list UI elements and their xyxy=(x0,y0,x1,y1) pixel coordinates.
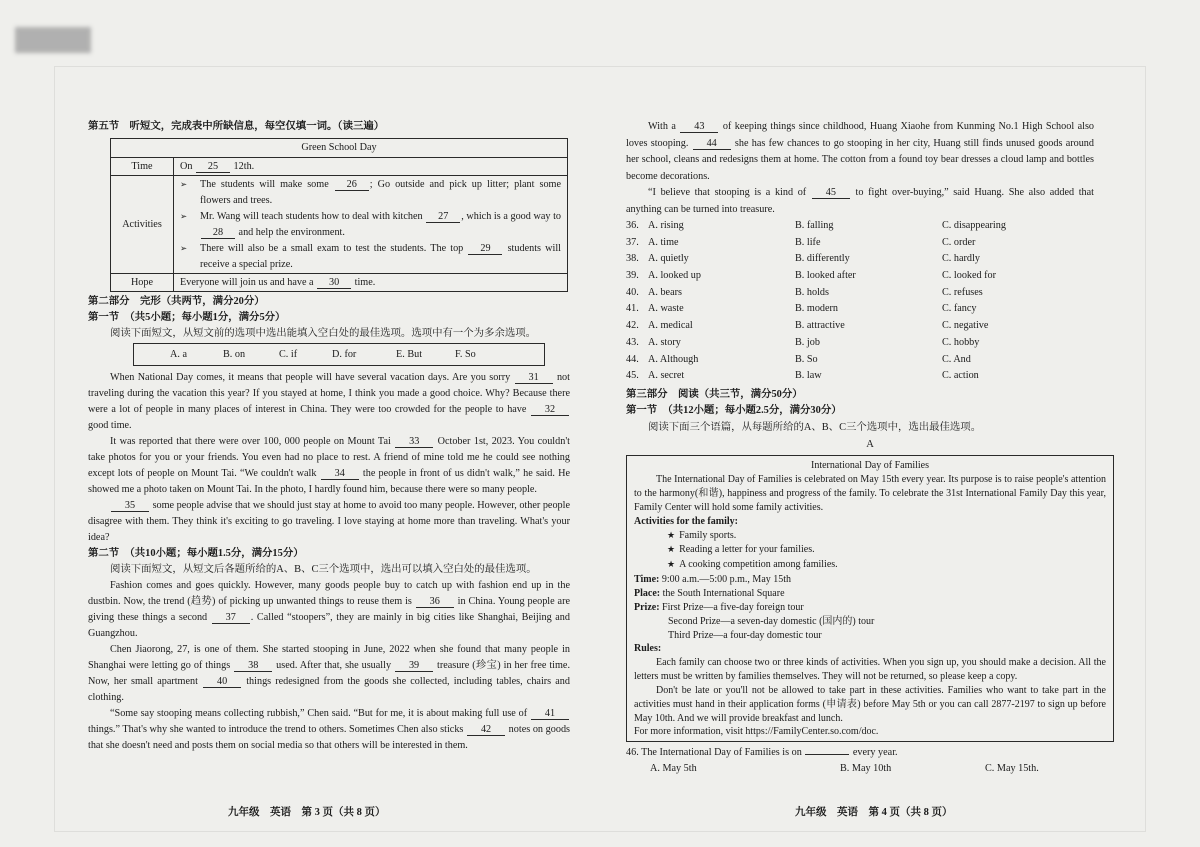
text-run: . Called “stoopers”, they are mainly in big cities like Shanghai, Beijing and Guangzhou. xyxy=(88,612,570,639)
row-value-hope xyxy=(174,274,568,292)
text-run: It was reported that there were over 100, 000 people on Mount Tai xyxy=(110,436,395,447)
cloze-part-heading: 第二部分 完形（共两节，满分20分） xyxy=(88,296,265,307)
section5-heading: 第五节 听短文，完成表中所缺信息，每空仅填一词。（读三遍） xyxy=(88,121,385,132)
word-option: E. But xyxy=(396,348,423,360)
option-a: A. medical xyxy=(648,320,693,332)
notice-activity-text: A cooking competition among families. xyxy=(679,559,838,571)
text-run: notes on goods that she doesn't need and posts them on social media so that others will be interested in them. xyxy=(88,724,571,751)
page-footer-left: 九年级 英语 第 3 页（共 8 页） xyxy=(228,807,386,818)
text-run: “Some say stooping means collecting rubbish,” Chen said. “But for me, it is about making full use of xyxy=(110,708,530,719)
text-run: good time. xyxy=(88,420,132,431)
cloze-section2-heading: 第二节 （共10小题；每小题1.5分，满分15分） xyxy=(88,548,304,559)
row-label-hope: Hope xyxy=(111,274,174,292)
word-option: F. So xyxy=(455,348,476,360)
rules-label: Rules: xyxy=(634,643,662,655)
option-b: B. attractive xyxy=(795,320,845,332)
star-bullet-icon xyxy=(667,531,675,541)
answer-blank: 34 xyxy=(321,468,359,480)
family-day-notice xyxy=(626,455,1114,742)
answer-blank: 29 xyxy=(468,243,502,255)
page-footer-right: 九年级 英语 第 4 页（共 8 页） xyxy=(795,807,953,818)
activity-item xyxy=(180,241,561,273)
notice-place xyxy=(634,587,1106,601)
option-b: B. life xyxy=(795,236,821,248)
option-a: A. waste xyxy=(648,303,684,315)
option-b: B. differently xyxy=(795,253,850,265)
green-school-day-table xyxy=(110,138,568,292)
choice-row xyxy=(626,235,1114,252)
text-run: she has few chances to go stooping in her city, Huang still finds unused goods around her school, cleans and redesigns them at home. The cotton from a found toy bear dresses a cloud lamp and bottles become decorations. xyxy=(626,137,1094,182)
choice-list xyxy=(626,218,1114,385)
text-run: in China. Young people are giving these things a second xyxy=(88,596,570,623)
option-c: C. hobby xyxy=(942,336,980,348)
row-label-activities: Activities xyxy=(111,176,174,274)
rule-paragraph-1: Each family can choose two or three kinds of activities. When you sign up, you should make a decision. All the letters must be written by families themselves. They will not be returned, so please keep a copy. xyxy=(634,657,1106,683)
option-a: A. story xyxy=(648,336,681,348)
answer-blank: 39 xyxy=(395,660,433,672)
text-run: 46. The International Day of Families is on xyxy=(626,747,805,759)
notice-title: International Day of Families xyxy=(810,460,930,472)
option-c: C. refuses xyxy=(942,286,983,298)
reading-part-heading: 第三部分 阅读（共三节，满分50分） xyxy=(626,388,803,400)
cloze-section2-instruction: 阅读下面短文，从短文后各题所给的A、B、C三个选项中，选出可以填入空白处的最佳选项。 xyxy=(110,564,537,575)
question-number: 37. xyxy=(626,236,639,248)
star-bullet-icon xyxy=(667,545,675,555)
second-prize: Second Prize—a seven-day domestic (国内的) tour xyxy=(668,615,875,627)
passage-paragraph xyxy=(88,706,570,754)
question-number: 43. xyxy=(626,336,639,348)
option-c: C. hardly xyxy=(942,253,980,265)
question-number: 45. xyxy=(626,370,639,382)
text-run: On xyxy=(180,160,195,172)
notice-more-info: For more information, visit https://FamilyCenter.so.com/doc. xyxy=(634,726,879,738)
notice-activity-list xyxy=(634,529,1106,574)
table-title-row xyxy=(111,139,568,158)
text-run: things.” That's why she wanted to introduce the trend to others. Sometimes Chen also sticks xyxy=(88,724,467,735)
row-label-time: Time xyxy=(111,158,174,176)
option-c: C. negative xyxy=(942,320,989,332)
text-run: Everyone will join us and have a xyxy=(180,276,317,288)
question-number: 42. xyxy=(626,320,639,332)
notice-activity-text: Reading a letter for your families. xyxy=(679,544,815,556)
place-label: Place: xyxy=(634,587,661,599)
word-option: C. if xyxy=(279,348,298,360)
prize-label: Prize: xyxy=(634,601,660,613)
text-run: students will receive a special prize. xyxy=(200,243,561,270)
arrow-bullet-icon xyxy=(180,177,200,209)
star-bullet-icon xyxy=(667,560,675,570)
notice-activity-text: Family sports. xyxy=(679,529,737,541)
passage-paragraph xyxy=(626,185,1094,218)
answer-blank: 35 xyxy=(111,500,149,512)
text-run: not traveling during the vacation this year? If you stayed at home, I think you made a good choice. Why? Because there were a lot of people in many places of interest in China. They were too crowded for the people to have xyxy=(88,372,570,415)
answer-blank: 43 xyxy=(680,121,718,133)
option-b: B. job xyxy=(795,336,820,348)
answer-blank: 41 xyxy=(531,708,569,720)
text-run: ; Go outside and pick up litter; plant some flowers and trees. xyxy=(200,179,561,206)
question-number: 39. xyxy=(626,270,639,282)
option-a: A. rising xyxy=(648,220,684,231)
rule-paragraph-2: Don't be late or you'll not be allowed to take part in these activities. Families who want to take part in the activities must hand in their application forms (申请表) before May 5th or you can call 2877-2197 to sign up before May 10th. And we will provide breakfast and lunch. xyxy=(634,684,1106,724)
answer-blank: 37 xyxy=(212,612,250,624)
question-46-option: B. May 10th xyxy=(840,763,892,775)
option-a: A. quietly xyxy=(648,253,689,265)
table-row-activities xyxy=(111,176,568,274)
text-run: With a xyxy=(648,121,680,132)
option-c: C. order xyxy=(942,236,976,248)
answer-blank: 42 xyxy=(467,724,505,736)
text-run: 12th. xyxy=(231,160,255,172)
text-run: some people advise that we should just stay at home to avoid too many people. However, other people disagree with them. They think it's exciting to go traveling. I love staying at home more than traveling. What's your idea? xyxy=(88,500,570,543)
option-a: A. bears xyxy=(648,286,682,298)
answer-blank: 25 xyxy=(196,161,230,173)
cloze-section1-heading: 第一节 （共5小题；每小题1分，满分5分） xyxy=(88,312,286,323)
cloze-section1-instruction: 阅读下面短文，从短文前的选项中选出能填入空白处的最佳选项。选项中有一个为多余选项。 xyxy=(110,328,537,339)
text-run: of keeping things since childhood, Huang Xiaohe from Kunming No.1 High School also loves stooping. xyxy=(626,121,1094,149)
option-b: B. looked after xyxy=(795,270,856,282)
option-b: B. So xyxy=(795,353,818,365)
question-number: 44. xyxy=(626,353,639,365)
option-c: C. And xyxy=(942,353,971,365)
question-46-option: A. May 5th xyxy=(650,763,697,775)
reading-section1-heading: 第一节 （共12小题；每小题2.5分，满分30分） xyxy=(626,405,842,417)
option-a: A. Although xyxy=(648,353,699,365)
passage-label: A xyxy=(866,439,874,451)
page-right xyxy=(626,119,1114,777)
answer-blank: 30 xyxy=(317,277,351,289)
question-number: 38. xyxy=(626,253,639,265)
choice-row xyxy=(626,318,1114,335)
choice-row xyxy=(626,218,1114,235)
activity-text xyxy=(200,209,561,241)
passage-paragraph xyxy=(88,642,570,706)
text-run: When National Day comes, it means that people will have several vacation days. Are you sorry xyxy=(110,372,514,383)
text-run: Mr. Wang will teach students how to deal with kitchen xyxy=(200,211,426,222)
notice-time xyxy=(634,573,1106,587)
choice-row xyxy=(626,268,1114,285)
option-a: A. time xyxy=(648,236,679,248)
text-run: to fight over-buying,” said Huang. She also added that anything can be turned into treasure. xyxy=(626,187,1094,215)
cloze-section2-passage xyxy=(88,578,570,754)
answer-blank: 44 xyxy=(693,138,731,150)
option-b: B. falling xyxy=(795,220,834,231)
option-a: A. secret xyxy=(648,370,685,382)
notice-activity xyxy=(634,543,1106,558)
table-row-time xyxy=(111,158,568,176)
option-b: B. modern xyxy=(795,303,839,315)
arrow-bullet-icon xyxy=(180,241,200,273)
word-option: D. for xyxy=(332,348,357,360)
first-prize: First Prize—a five-day foreign tour xyxy=(662,601,804,613)
question-46-option: C. May 15th. xyxy=(985,763,1039,775)
answer-blank: 33 xyxy=(395,436,433,448)
answer-blank: 27 xyxy=(426,211,460,223)
question-number: 41. xyxy=(626,303,639,315)
option-c: C. fancy xyxy=(942,303,977,315)
answer-blank: 36 xyxy=(416,596,454,608)
passage-paragraph xyxy=(88,578,570,642)
question-46-stem xyxy=(626,745,1114,761)
answer-blank xyxy=(805,754,849,755)
choice-row xyxy=(626,352,1114,369)
choice-row xyxy=(626,368,1114,385)
activity-item xyxy=(180,177,561,209)
passage-paragraph xyxy=(626,119,1094,185)
choice-row xyxy=(626,335,1114,352)
time-label: Time: xyxy=(634,574,660,586)
text-run: the people in front of us didn't walk,” he said. He showed me a photo taken on Mount Tai. In the photo, I hardly found him, because there were so many people. xyxy=(88,468,570,495)
activities-label: Activities for the family: xyxy=(634,515,738,527)
row-value-time xyxy=(174,158,568,176)
choice-row xyxy=(626,301,1114,318)
table-title: Green School Day xyxy=(111,139,568,158)
notice-prize xyxy=(634,601,1106,615)
answer-blank: 31 xyxy=(515,372,553,384)
text-run: treasure (珍宝) in her free time. Now, her small apartment xyxy=(88,660,570,687)
answer-blank: 28 xyxy=(201,227,235,239)
text-run: things redesigned from the goods she collected, including tables, chairs and clothing. xyxy=(88,676,570,703)
notice-activity xyxy=(634,558,1106,573)
word-option: B. on xyxy=(223,348,246,360)
choice-row xyxy=(626,285,1114,302)
notice-intro: The International Day of Families is celebrated on May 15th every year. Its purpose is to raise people's attention to the harmony(和谐), happiness and progress of the family. To celebrate the 31st International Family Day this year, Family Center will hold some family activities. xyxy=(634,474,1106,513)
answer-blank: 26 xyxy=(335,179,369,191)
text-run: There will also be a small exam to test the students. The top xyxy=(200,243,468,254)
question-46-options xyxy=(626,761,1114,777)
table-row-hope xyxy=(111,274,568,292)
text-run: Fashion comes and goes quickly. However, many goods people buy to catch up with fashion end up in the dustbin. Now, the trend (趋势) of picking up unwanted things to reuse them is xyxy=(88,580,570,607)
text-run: every year. xyxy=(850,747,898,759)
third-prize: Third Prize—a four-day domestic tour xyxy=(668,629,822,641)
question-number: 36. xyxy=(626,220,639,231)
activity-text xyxy=(200,241,561,273)
passage-paragraph xyxy=(88,434,570,498)
answer-blank: 40 xyxy=(203,676,241,688)
option-c: C. looked for xyxy=(942,270,997,282)
activity-item xyxy=(180,209,561,241)
cloze-section1-passage xyxy=(88,370,570,546)
scan-smudge xyxy=(15,27,91,53)
notice-activity xyxy=(634,529,1106,544)
activity-list xyxy=(174,176,568,274)
answer-blank: 32 xyxy=(531,404,569,416)
reading-instruction: 阅读下面三个语篇，从每题所给的A、B、C三个选项中，选出最佳选项。 xyxy=(648,421,982,433)
activity-text xyxy=(200,177,561,209)
cloze-passage-continued xyxy=(626,119,1114,218)
text-run: used. After that, she usually xyxy=(273,660,395,671)
answer-blank: 38 xyxy=(234,660,272,672)
passage-paragraph xyxy=(88,370,570,434)
option-c: C. disappearing xyxy=(942,220,1006,231)
passage-paragraph xyxy=(88,498,570,546)
question-number: 40. xyxy=(626,286,639,298)
arrow-bullet-icon xyxy=(180,209,200,241)
option-a: A. looked up xyxy=(648,270,701,282)
text-run: “I believe that stooping is a kind of xyxy=(648,187,811,198)
text-run: October 1st, 2023. You couldn't take photos for you or your friends. You even had no place to rest. A friend of mine told me he could see nothing except lots of people on Mount Tai. “We couldn't walk xyxy=(88,436,570,479)
option-b: B. holds xyxy=(795,286,829,298)
word-option: A. a xyxy=(170,348,187,360)
option-b: B. law xyxy=(795,370,822,382)
choice-row xyxy=(626,251,1114,268)
page-left xyxy=(88,119,570,754)
text-run: , which is a good way to xyxy=(461,211,561,222)
place-value: the South International Square xyxy=(662,587,785,599)
word-options-box xyxy=(133,343,545,366)
text-run: and help the environment. xyxy=(236,227,345,238)
option-c: C. action xyxy=(942,370,979,382)
text-run: time. xyxy=(352,276,376,288)
text-run: The students will make some xyxy=(200,179,334,190)
time-value: 9:00 a.m.—5:00 p.m., May 15th xyxy=(661,574,792,586)
answer-blank: 45 xyxy=(812,187,850,199)
text-run: Chen Jiaorong, 27, is one of them. She started stooping in June, 2022 when she found that many people in Shanghai were letting go of things xyxy=(88,644,570,671)
